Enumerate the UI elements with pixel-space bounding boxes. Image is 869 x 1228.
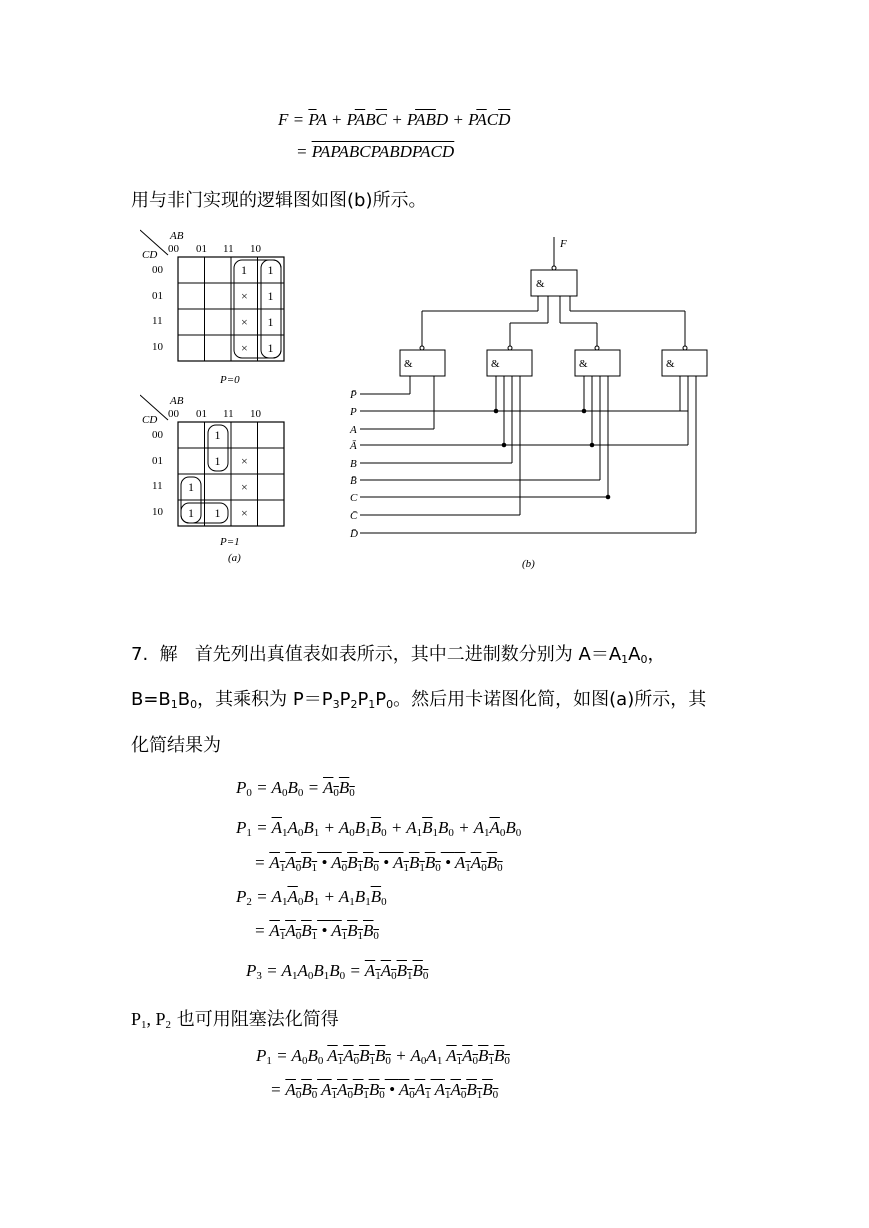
gate-top-symbol: &: [536, 278, 545, 290]
figure-kmaps-circuit: [140, 225, 720, 570]
kmap-col-3: 10: [250, 243, 261, 255]
gate3-symbol: &: [579, 358, 588, 370]
eq-p3: $P_3 = A_1A_0B_1B_0 = A_1A_0B_1B_0$: [246, 961, 429, 982]
kmap-cell: 1: [267, 289, 274, 303]
input-label: P: [350, 406, 357, 418]
eq-p2b: = $A_1A_0B_1$ • $A_1B_1B_0$: [254, 921, 379, 942]
figure-b-label: (b): [522, 558, 535, 570]
input-label: B̄: [350, 475, 357, 487]
input-label: D̄: [350, 528, 358, 540]
input-label: Ā: [350, 440, 357, 452]
kmap-row-3: 10: [152, 341, 163, 353]
kmap-cell: 1: [214, 428, 221, 442]
kmap-cell: ×: [241, 454, 248, 468]
eq-p2: $P_2 = A_1\overline{A}_0B_1 + A_1B_1\overline{B}_0$: [236, 887, 387, 908]
blocking-line: $P_1$, $P_2$ 也可用阻塞法化简得: [131, 1009, 339, 1031]
kmap-col-2: 11: [223, 243, 234, 255]
kmap-cd-label: CD: [142, 249, 158, 261]
kmap-p1-caption: P=1: [220, 536, 240, 548]
kmap-row-2: 11: [152, 480, 163, 492]
input-label: C: [350, 492, 358, 504]
kmap-row-3: 10: [152, 506, 163, 518]
eq-p1-alt: $P_1 = A_0B_0$ $A_1A_0B_1B_0 + A_0A_1$ $A_1A_0B_1B_0$: [256, 1046, 510, 1067]
kmap-cell: 1: [188, 480, 194, 494]
kmap-p0-caption: P=0: [220, 374, 240, 386]
kmap-p0: [140, 230, 284, 386]
kmap-cell: 1: [267, 263, 274, 277]
solution-number: 7.: [131, 644, 149, 665]
eq-p1: $P_1 = \overline{A}_1A_0B_1 + A_0B_1\overline{B}_0 + A_1\overline{B}_1B_0 + A_1\overline{A}_0B_0$: [236, 818, 522, 839]
input-label: B: [350, 458, 357, 470]
kmap-cd-label: CD: [142, 414, 158, 426]
kmap-cell: ×: [241, 341, 248, 355]
input-label: C̄: [350, 510, 358, 522]
kmap-cell: 1: [188, 506, 194, 520]
gate1-symbol: &: [404, 358, 413, 370]
solution-line2: $B=B_1B_0$，其乘积为 $P=P_3P_2P_1P_0$。然后用卡诺图化简，如图(a)所示，其: [131, 689, 707, 711]
kmap-cell: ×: [241, 506, 248, 520]
solution-line3: 化简结果为: [131, 735, 221, 756]
kmap-col-0: 00: [168, 408, 179, 420]
kmap-ab-label: AB: [170, 395, 184, 407]
kmap-col-1: 01: [196, 243, 207, 255]
kmap-cell: 1: [267, 315, 274, 329]
kmap-col-1: 01: [196, 408, 207, 420]
output-f-label: F: [560, 238, 567, 250]
kmap-cell: 1: [214, 454, 221, 468]
input-label: A: [350, 424, 357, 436]
kmap-cell: 1: [241, 263, 247, 277]
kmap-row-2: 11: [152, 315, 163, 327]
kmap-cell: ×: [241, 315, 248, 329]
eq-p1b: = $A_1A_0B_1$ • $A_0B_1B_0$ • $A_1B_1B_0$ • $A_1A_0B_0$: [254, 853, 503, 874]
formula-f-line2: = PAPABCPABDPACD: [296, 142, 455, 161]
kmap-cell: 1: [267, 341, 274, 355]
kmap-cell: 1: [214, 506, 221, 520]
kmap-col-0: 00: [168, 243, 179, 255]
kmap-cell: ×: [241, 289, 248, 303]
eq-p0: $P_0 = A_0B_0 = A_0B_0$: [236, 778, 355, 799]
kmap-cell: ×: [241, 480, 248, 494]
gate2-symbol: &: [491, 358, 500, 370]
eq-p1-altb: = $A_0B_0$ $A_1A_0B_1B_0$ • $A_0A_1$ $A_1A_0B_1B_0$: [270, 1080, 499, 1101]
solution-label: 解: [159, 644, 178, 665]
input-label: P̄: [350, 389, 357, 401]
solution-line1: 7. 解 首先列出真值表如表所示，其中二进制数分别为 $A=A_1A_0$，: [131, 644, 666, 666]
kmap-row-0: 00: [152, 264, 163, 276]
figure-a-label: (a): [228, 552, 241, 564]
nand-description: 用与非门实现的逻辑图如图(b)所示。: [131, 190, 427, 211]
kmap-row-0: 00: [152, 429, 163, 441]
gate4-symbol: &: [666, 358, 675, 370]
nand-circuit: [349, 237, 707, 570]
kmap-ab-label: AB: [170, 230, 184, 242]
kmap-row-1: 01: [152, 290, 163, 302]
kmap-col-3: 10: [250, 408, 261, 420]
kmap-p1: [140, 395, 284, 564]
kmap-col-2: 11: [223, 408, 234, 420]
kmap-row-1: 01: [152, 455, 163, 467]
formula-f-line1: $F = \overline{P}A + P\overline{A}B\overline{C} + P\overline{AB}D + P\overline{A}C\overline{D}$: [278, 110, 511, 129]
